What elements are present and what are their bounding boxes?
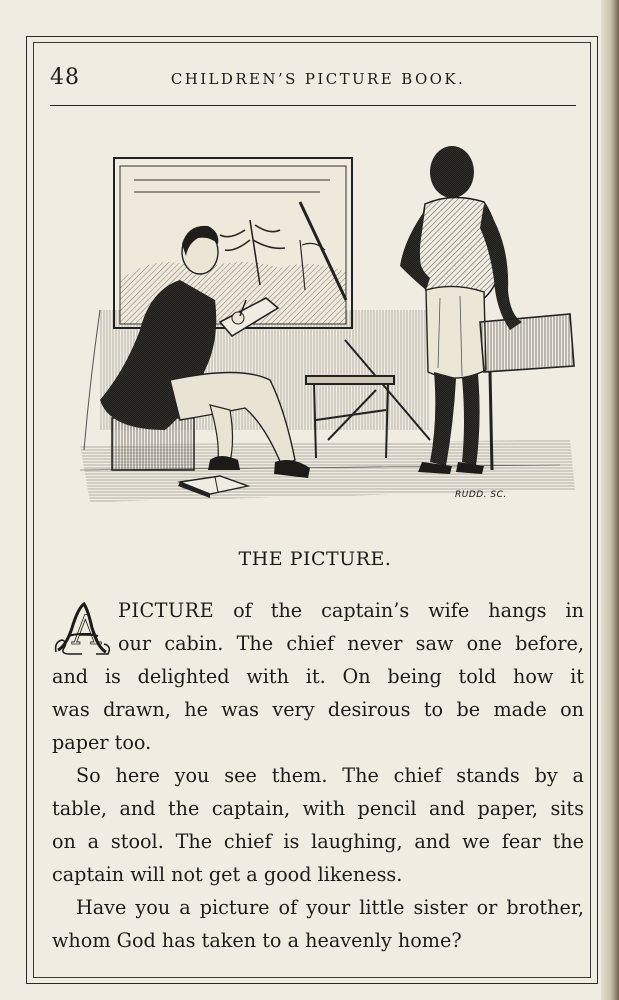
p1-line-5: paper too.: [52, 731, 152, 754]
p3-line-1: Have you a picture of your little sister or brother,: [76, 896, 584, 919]
p1-line-1: PICTURE of the captain’s wife hangs in: [118, 599, 584, 622]
running-header: [50, 62, 580, 98]
book-spine-shadow: [601, 0, 619, 1000]
p1-line-4: was drawn, he was very desirous to be made on: [52, 698, 584, 721]
p2-line-3: on a stool. The chief is laughing, and we fear the: [52, 830, 584, 853]
p2-line-4: captain will not get a good likeness.: [52, 863, 403, 886]
drop-cap-letter: A: [72, 608, 101, 654]
engraving-illustration: [70, 140, 578, 520]
header-rule: [50, 105, 576, 106]
p1-line-2: our cabin. The chief never saw one before,: [118, 632, 584, 655]
body-text: [52, 594, 584, 957]
vignette-edge: [84, 310, 100, 450]
p3-line-2: whom God has taken to a heavenly home?: [52, 929, 462, 952]
lead-word: PICTURE: [118, 599, 215, 622]
p2-line-1: So here you see them. The chief stands by a: [76, 764, 584, 787]
p1-line-3: and is delighted with it. On being told how it: [52, 665, 584, 688]
p2-line-2: table, and the captain, with pencil and paper, sits: [52, 797, 584, 820]
page-number: 48: [50, 65, 80, 90]
window-frame: [114, 158, 352, 328]
illustration-caption: THE PICTURE.: [238, 548, 392, 570]
running-title: CHILDREN’S PICTURE BOOK.: [170, 70, 466, 88]
engraver-credit: RUDD. SC.: [455, 490, 507, 500]
